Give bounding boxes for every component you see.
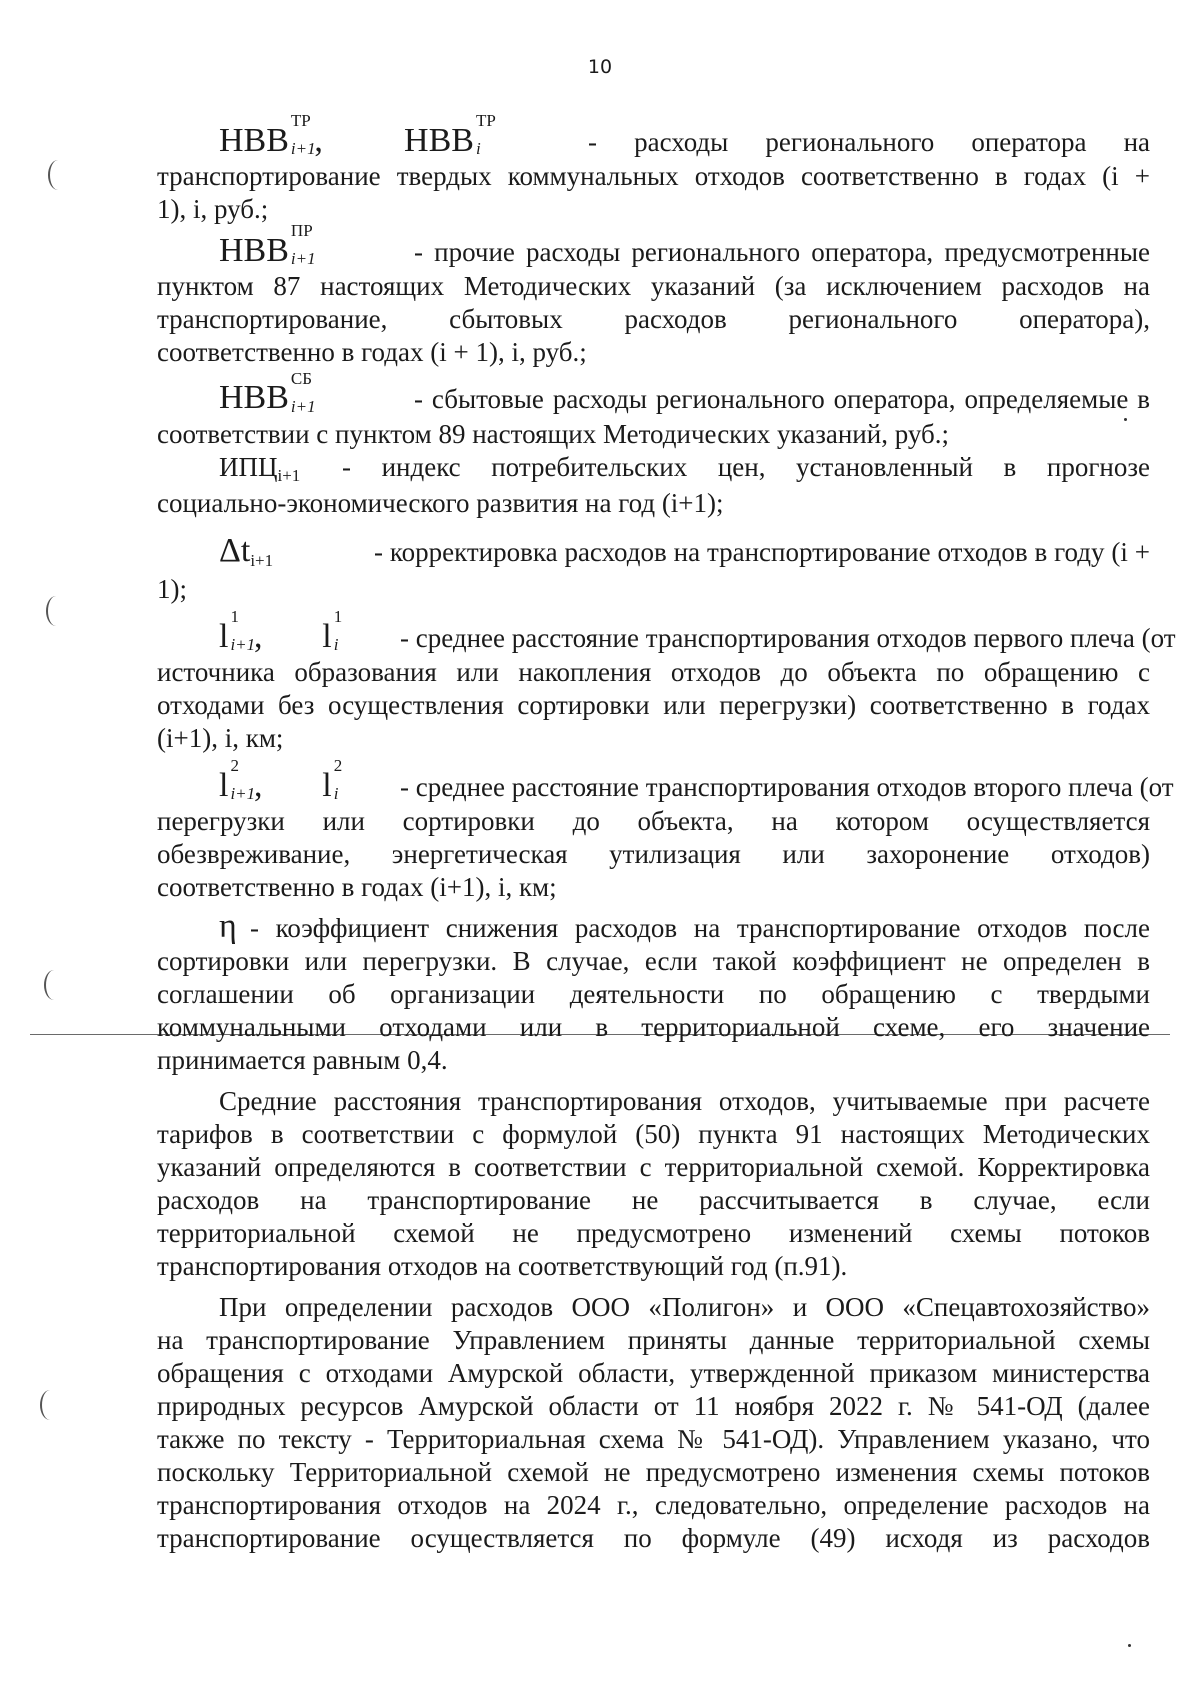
text-line: источника образования или накопления отходов до объекта по обращению с — [157, 656, 1150, 687]
definition-nvv-sb — [157, 368, 1150, 417]
scan-speck — [1128, 1644, 1131, 1647]
text-line: социально-экономического развития на год (i+1); — [157, 487, 724, 518]
document-body — [157, 110, 1176, 1555]
scan-mark — [48, 160, 68, 190]
text-line: принимается равным 0,4. — [157, 1045, 448, 1076]
definition-nvv-pr — [157, 221, 1150, 270]
scan-mark — [46, 596, 66, 626]
text-line: - расходы регионального оператора на — [588, 127, 1151, 157]
text-line: - сбытовые расходы регионального оператора, определяемые в — [414, 384, 1150, 415]
text-line: соответственно в годах (i + 1), i, руб.; — [157, 337, 587, 368]
formula-l2-next: l 2 i+1 , — [219, 756, 263, 804]
text-line: 1), i, руб.; — [157, 194, 269, 225]
text-line: также по тексту - Территориальная схема № 541-ОД). Управлением указано, что — [157, 1424, 1150, 1455]
text-line: транспортирование, сбытовых расходов регионального оператора), — [157, 304, 1150, 335]
text-line: - коэффициент снижения расходов на транспортирование отходов после — [250, 913, 1150, 944]
text-line: соглашении об организации деятельности по обращению с твердыми — [157, 979, 1150, 1010]
text-line: обращения с отходами Амурской области, утвержденной приказом министерства — [157, 1358, 1150, 1389]
text-line: - прочие расходы регионального оператора, предусмотренные — [414, 237, 1150, 268]
formula-eta: η — [219, 908, 237, 946]
formula-delta-t: Δti+1 — [219, 531, 274, 570]
formula-nvv-tr-current: НВВ ТР i — [404, 111, 496, 159]
definition-nvv-tr — [157, 111, 1151, 160]
formula-nvv-sb: НВВ СБ i+1 — [219, 368, 316, 417]
text-line: транспортирования отходов на соответствующий год (п.91). — [157, 1251, 848, 1282]
text-line: транспортирование осуществляется по формуле (49) исходя из расходов — [157, 1523, 1150, 1554]
definition-ipc — [157, 451, 1150, 487]
text-line: коммунальными отходами или в территориальной схеме, его значение — [157, 1012, 1150, 1043]
text-line: поскольку Территориальной схемой не предусмотрено изменения схемы потоков — [157, 1457, 1150, 1488]
text-line: 1); — [157, 573, 187, 604]
text-line: соответствии с пунктом 89 настоящих Методических указаний, руб.; — [157, 418, 949, 449]
text-line: указаний определяются в соответствии с территориальной схемой. Корректировка — [157, 1152, 1150, 1183]
definition-delta-t — [157, 531, 1150, 573]
text-line: транспортирование твердых коммунальных отходов соответственно в годах (i + — [157, 161, 1150, 192]
text-line: территориальной схемой не предусмотрено изменений схемы потоков — [157, 1218, 1150, 1249]
text-line: - среднее расстояние транспортирования отходов второго плеча (от — [400, 771, 1174, 802]
text-line: отходами без осуществления сортировки или перегрузки) соответственно в годах — [157, 689, 1150, 720]
page-number: 10 — [587, 56, 613, 78]
text-line: соответственно в годах (i+1), i, км; — [157, 872, 557, 903]
scan-mark — [40, 1390, 60, 1420]
text-line: - корректировка расходов на транспортирование отходов в году (i + — [374, 536, 1150, 567]
text-line: на транспортирование Управлением приняты данные территориальной схемы — [157, 1325, 1150, 1356]
text-line: - индекс потребительских цен, установленный в прогнозе — [342, 451, 1150, 482]
text-line: природных ресурсов Амурской области от 11 ноября 2022 г. № 541-ОД (далее — [157, 1391, 1150, 1422]
definition-l1 — [157, 606, 1176, 656]
text-line: расходов на транспортирование не рассчитывается в случае, если — [157, 1185, 1150, 1216]
scan-mark — [44, 970, 64, 1000]
text-line: перегрузки или сортировки до объекта, на котором осуществляется — [157, 806, 1150, 837]
text-line: - среднее расстояние транспортирования отходов первого плеча (от — [400, 622, 1176, 653]
text-line: пунктом 87 настоящих Методических указаний (за исключением расходов на — [157, 271, 1150, 302]
text-line: тарифов в соответствии с формулой (50) пункта 91 настоящих Методических — [157, 1119, 1150, 1150]
definition-l2 — [157, 756, 1174, 805]
formula-l2-current: l 2 i — [322, 756, 343, 804]
formula-l1-next: l 1 i+1 , — [219, 606, 263, 655]
formula-nvv-pr: НВВ ПР i+1 — [219, 221, 316, 270]
formula-l1-current: l 1 i — [322, 606, 343, 655]
text-line: сортировки или перегрузки. В случае, если такой коэффициент не определен в — [157, 946, 1150, 977]
paragraph-first-line: При определении расходов ООО «Полигон» и ООО «Спецавтохозяйство» — [219, 1292, 1150, 1323]
formula-nvv-tr-next: НВВ ТР i+1 , — [219, 111, 323, 159]
formula-ipc: ИПЦi+1 — [219, 451, 301, 485]
text-line: обезвреживание, энергетическая утилизация или захоронение отходов) — [157, 839, 1150, 870]
text-line: транспортирования отходов на 2024 г., следовательно, определение расходов на — [157, 1490, 1150, 1521]
text-line: (i+1), i, км; — [157, 722, 284, 753]
definition-eta — [157, 910, 1150, 945]
paragraph-first-line: Средние расстояния транспортирования отходов, учитываемые при расчете — [219, 1086, 1150, 1117]
